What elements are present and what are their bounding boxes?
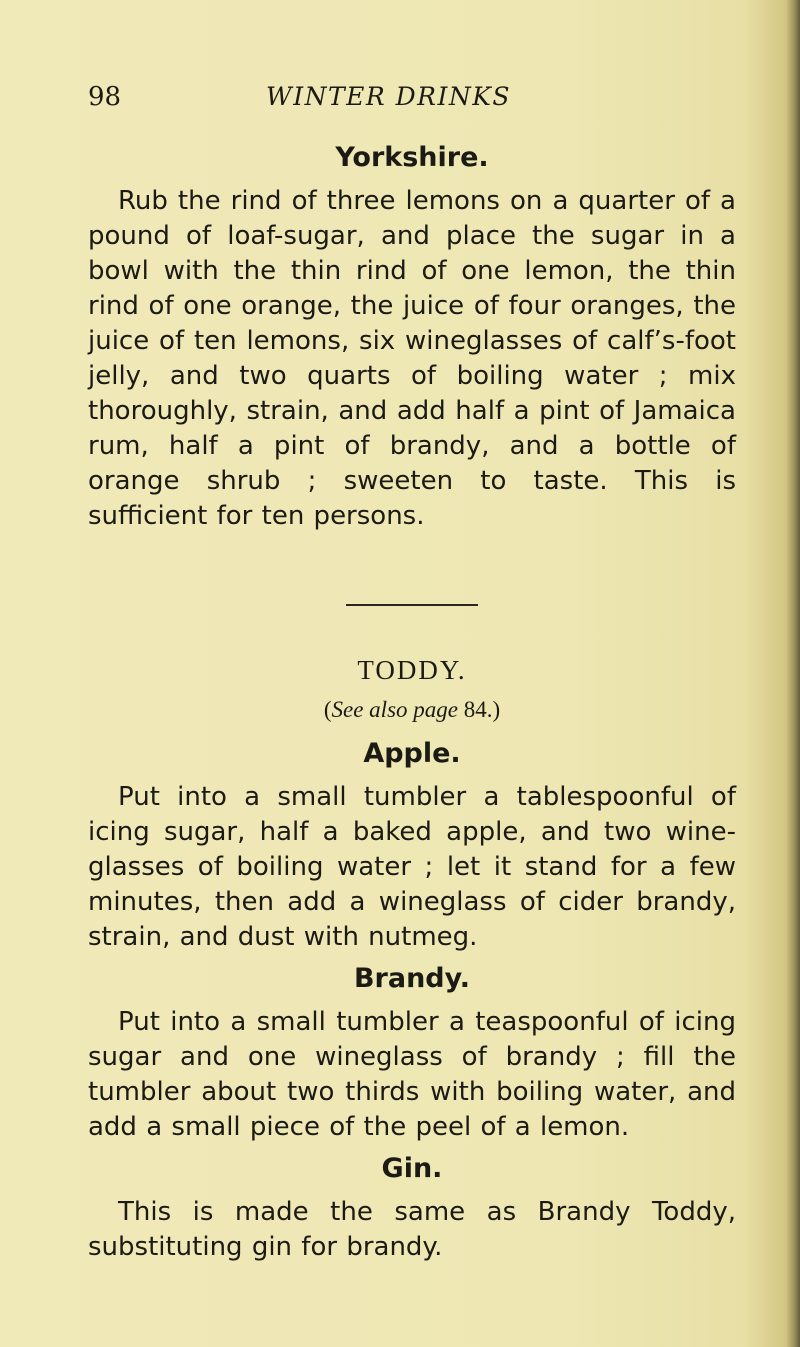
page-content [88, 140, 736, 1265]
recipe-heading-apple: Apple. [363, 738, 461, 769]
recipe-text-gin: This is made the same as Brandy Toddy, substituting gin for brandy. [88, 1197, 736, 1262]
recipe-text-brandy: Put into a small tumbler a teaspoonful of icing sugar and one wineglass of brandy ; fill the tumbler about two thirds with boiling water, and add a small piece of the peel of a lemon. [88, 1007, 736, 1142]
cross-ref-italic: See also page [331, 697, 458, 722]
recipe-heading-brandy: Brandy. [353, 963, 471, 994]
recipe-heading-yorkshire: Yorkshire. [335, 142, 489, 173]
recipe-heading-gin: Gin. [381, 1153, 443, 1184]
section-divider [346, 604, 478, 606]
section-title-toddy: TODDY. [357, 655, 467, 685]
page-header [88, 82, 748, 122]
cross-ref-rest: 84.) [457, 697, 501, 722]
recipe-text-apple: Put into a small tumbler a tablespoonful of icing sugar, half a baked apple, and two wine-glasses of boiling water ; let it stand for a few minutes, then add a wineglass of cider brandy, strain, and dust with nutmeg. [88, 782, 736, 952]
running-head: WINTER DRINKS [266, 82, 512, 111]
cross-ref-open: ( [323, 697, 332, 722]
page-edge-shadow [786, 0, 800, 1347]
recipe-text-yorkshire: Rub the rind of three lemons on a quarter of a pound of loaf-sugar, and place the sugar in a bowl with the thin rind of one lemon, the thin rind of one orange, the juice of four oranges, the juice of ten lemons, six wineglasses of calf’s-foot jelly, and two quarts of boiling water ; mix thoroughly, strain, and add half a pint of Jamaica rum, half a pint of brandy, and a bottle of orange shrub ; sweeten to taste. This is sufficient for ten persons. [88, 186, 736, 531]
page-number: 98 [88, 82, 122, 112]
cross-reference [88, 694, 736, 726]
